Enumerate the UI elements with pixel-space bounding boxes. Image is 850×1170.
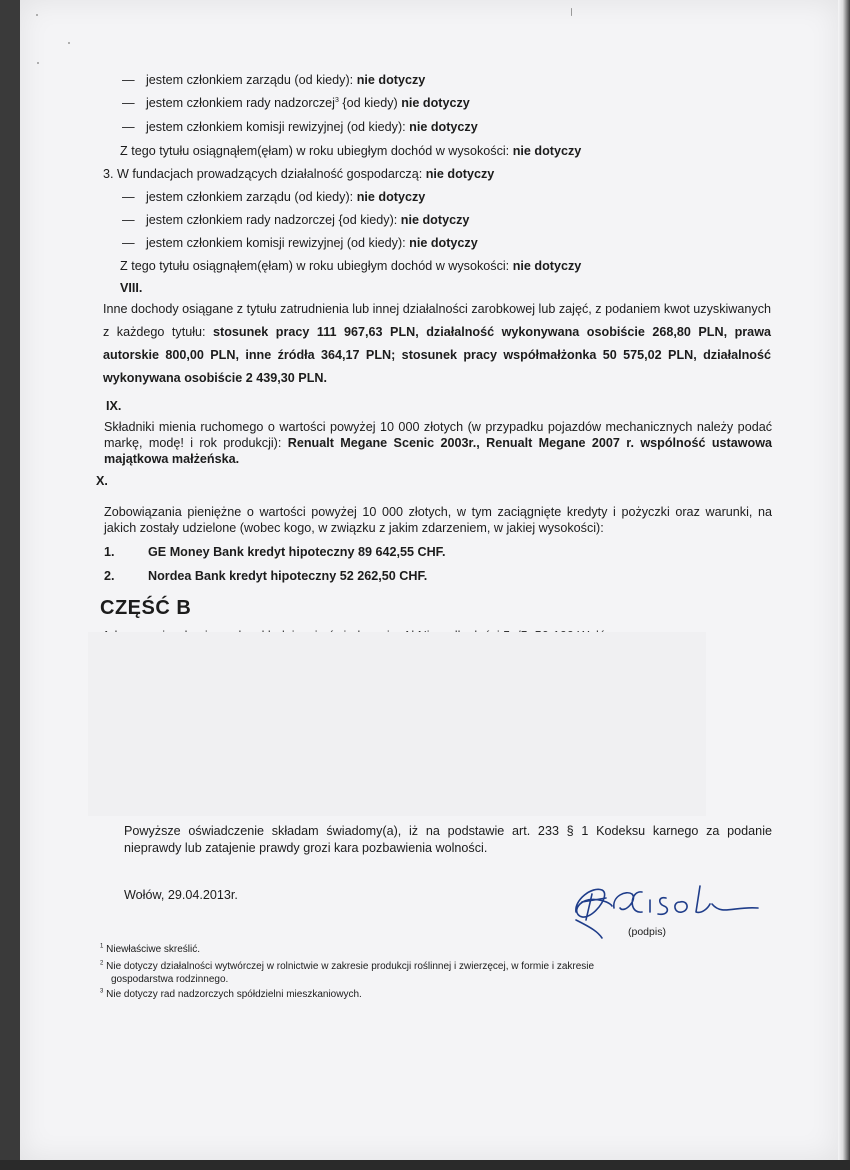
- membership-audit-line-2: — jestem członkiem komisji rewizyjnej (od kiedy): nie dotyczy: [122, 236, 478, 250]
- footnote-ref: 3: [334, 96, 339, 104]
- scan-bottom-edge: [0, 1160, 850, 1170]
- legal-statement: Powyższe oświadczenie składam świadomy(a), iż na podstawie art. 233 § 1 Kodeksu karnego za podanie nieprawdy lub zatajenie prawdy grozi kara pozbawienia wolności.: [124, 824, 772, 855]
- membership-board-line: — jestem członkiem zarządu (od kiedy): nie dotyczy: [122, 73, 426, 87]
- foundations-line: 3. W fundacjach prowadzących działalność gospodarczą: nie dotyczy: [103, 167, 495, 181]
- section-viii-heading: VIII.: [120, 281, 143, 295]
- membership-supervisory-line: — jestem członkiem rady nadzorczej$^3$ {od kiedy) nie dotyczy: [122, 96, 470, 110]
- membership-audit-line: — jestem członkiem komisji rewizyjnej (od kiedy): nie dotyczy: [122, 120, 478, 134]
- signature-label: (podpis): [628, 926, 666, 938]
- signature-image: [562, 872, 772, 944]
- scan-speck: [36, 14, 38, 16]
- footnote-3: $^3$ Nie dotyczy rad nadzorczych spółdzielni mieszkaniowych.: [100, 988, 362, 1000]
- income-line: Z tego tytułu osiągnąłem(ęłam) w roku ubiegłym dochód w wysokości: nie dotyczy: [120, 144, 582, 158]
- section-x-body: Zobowiązania pieniężne o wartości powyżej 10 000 złotych, w tym zaciągnięte kredyty i pożyczki oraz warunki, na jakich zostały udzielone (wobec kogo, w związku z jakim zdarzeniem, w jakiej wysokości):: [104, 505, 772, 535]
- scan-edge: [838, 0, 850, 1170]
- income-line-2: Z tego tytułu osiągnąłem(ęłam) w roku ubiegłym dochód w wysokości: nie dotyczy: [120, 259, 582, 273]
- liability-item: 2. Nordea Bank kredyt hipoteczny 52 262,50 CHF.: [104, 569, 428, 583]
- redaction-block: [88, 632, 706, 816]
- section-ix-heading: IX.: [106, 399, 122, 413]
- scan-speck: [68, 42, 70, 44]
- part-b-heading: CZĘŚĆ B: [100, 597, 192, 619]
- section-viii-body: Inne dochody osiągane z tytułu zatrudnienia lub innej działalności zarobkowej lub zajęć, z podaniem kwot uzyskiwanych z każdego tytułu: stosunek pracy 111 967,63 PLN, działalność wykonywana osobiście 268,80 PLN, prawa autorskie 800,00 PLN, inne źródła 364,17 PLN; stosunek pracy współmałżonka 50 575,02 PLN, działalność wykonywana osobiście 2 439,30 PLN.: [103, 302, 771, 385]
- footnote-2: $^2$ Nie dotyczy działalności wytwórczej w rolnictwie w zakresie produkcji roślinnej i zwierzęcej, w formie i zakresie: [100, 960, 595, 972]
- section-ix-body: Składniki mienia ruchomego o wartości powyżej 10 000 złotych (w przypadku pojazdów mechanicznych należy podać markę, modę! i rok produkcji): Renualt Megane Scenic 2003r., Renualt Megane 2007 r. wspólność ustawowa majątkowa małżeńska.: [104, 420, 773, 466]
- liability-item: 1. GE Money Bank kredyt hipoteczny 89 642,55 CHF.: [104, 545, 446, 559]
- scan-speck: [571, 8, 572, 16]
- scan-speck: [37, 62, 39, 64]
- membership-supervisory-line-2: — jestem członkiem rady nadzorczej {od kiedy): nie dotyczy: [122, 213, 470, 227]
- place-date: Wołów, 29.04.2013r.: [124, 888, 238, 902]
- footnote-1: $^1$ Niewłaściwe skreślić.: [100, 943, 201, 955]
- footnote-2-continuation: gospodarstwa rodzinnego.: [111, 974, 229, 985]
- section-x-heading: X.: [96, 474, 108, 488]
- membership-board-line-2: — jestem członkiem zarządu (od kiedy): nie dotyczy: [122, 190, 426, 204]
